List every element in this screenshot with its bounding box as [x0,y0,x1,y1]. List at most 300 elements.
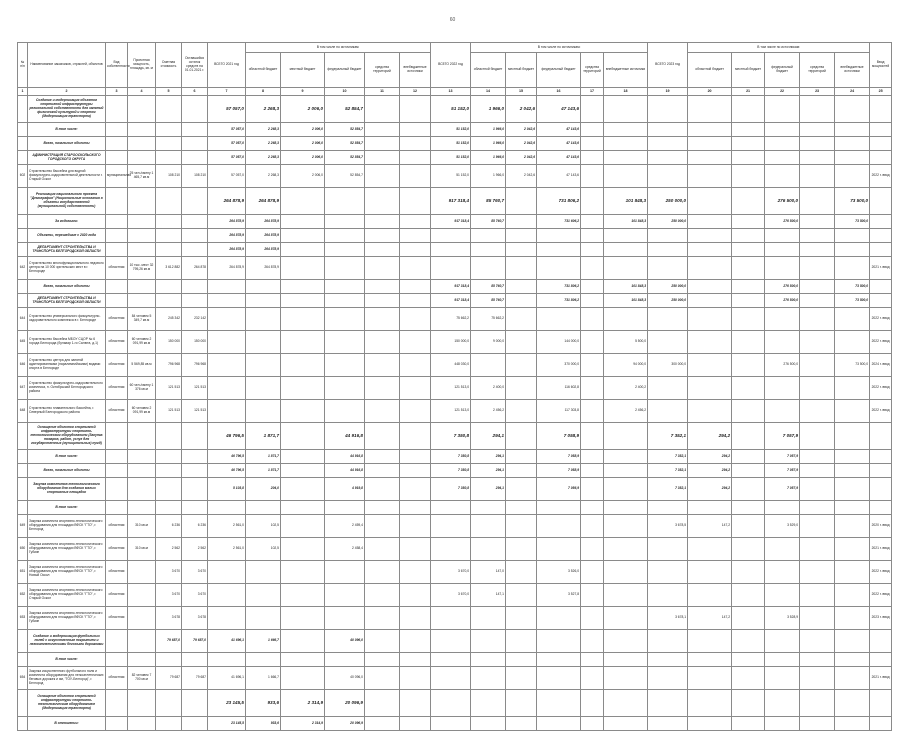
table-cell: 57 057,0 [208,96,246,123]
table-cell: 645 [18,331,28,354]
row-name-cell: Строительство многофункционального ледового центра на 10 000 зрительских мест в г. Белгороде [28,257,106,280]
table-cell: 101 848,3 [604,215,648,229]
table-cell: 647 [18,377,28,400]
table-cell [604,96,648,123]
table-cell [365,478,400,501]
table-cell [281,667,325,690]
row-name-cell: Закупка комплекта спортивно-технологического оборудования для площадки ВФСК "ГТО", г. Новый Оскол [28,561,106,584]
table-cell: 85 760,7 [471,280,506,294]
table-cell [688,294,732,308]
table-cell: 108 210 [182,165,208,188]
table-cell [18,630,28,653]
table-cell [732,607,765,630]
table-cell [581,257,604,280]
column-number-cell: 16 [537,88,581,96]
table-body [18,96,892,731]
table-cell [581,561,604,584]
column-number-cell: 10 [325,88,365,96]
column-number-cell: 12 [400,88,431,96]
table-cell [18,450,28,464]
table-cell [281,478,325,501]
table-cell [182,243,208,257]
table-cell [106,215,128,229]
table-cell: 7 352,1 [648,423,688,450]
table-cell [688,123,732,137]
table-row [18,137,892,151]
table-cell [156,294,182,308]
table-cell [835,515,870,538]
column-number-cell: 6 [182,88,208,96]
table-cell [400,690,431,717]
table-cell [18,151,28,165]
table-cell [208,561,246,584]
table-cell [800,377,835,400]
table-cell: 3 670 [182,584,208,607]
table-cell [765,653,800,667]
table-cell [604,308,648,331]
table-cell: 2 561,0 [208,538,246,561]
table-cell [365,515,400,538]
table-cell [365,377,400,400]
table-cell [156,450,182,464]
table-cell [156,423,182,450]
table-cell [648,123,688,137]
table-cell [182,151,208,165]
table-cell [400,478,431,501]
table-cell [400,450,431,464]
row-name-cell: Оснащение объектов спортивной инфраструктуры спортивно-технологическим оборудованием (Закупка товаров, работ, услуг для государственных (муниципальных) нужд) [28,423,106,450]
table-cell [732,123,765,137]
table-cell [581,501,604,515]
table-cell [537,607,581,630]
table-cell [471,607,506,630]
table-cell [365,188,400,215]
table-cell [325,294,365,308]
row-name-cell: Закупка комплекта спортивно-технологического оборудования для площадки ВФСК "ГТО", г. Белгород [28,515,106,538]
table-cell: 1 871,7 [246,464,281,478]
table-cell: 60 чел./смену 1 376 кв.м [128,377,156,400]
table-cell [471,630,506,653]
table-cell: 52 854,7 [325,137,365,151]
table-cell [208,584,246,607]
table-cell [604,137,648,151]
table-cell [106,630,128,653]
table-cell: 121 513 [182,377,208,400]
table-cell [870,229,892,243]
table-cell [156,501,182,515]
table-cell [506,501,537,515]
table-cell [506,607,537,630]
table-cell [800,538,835,561]
table-cell [604,667,648,690]
table-cell [246,501,281,515]
table-cell: 448 030,0 [431,354,471,377]
table-cell [732,96,765,123]
table-cell: 276 500,0 [765,280,800,294]
table-cell [431,607,471,630]
table-cell [365,450,400,464]
table-cell [648,243,688,257]
table-cell [365,690,400,717]
table-cell: 648 [18,400,28,423]
table-cell [581,630,604,653]
table-cell: 121 513,0 [431,400,471,423]
table-cell [688,377,732,400]
table-cell [688,501,732,515]
table-cell: 3 670 [182,561,208,584]
table-cell [106,151,128,165]
column-number-row [18,88,892,96]
table-cell: 653 [18,607,28,630]
table-cell [400,137,431,151]
table-cell [471,257,506,280]
table-cell: 73 500,0 [835,188,870,215]
table-cell [870,630,892,653]
table-cell [400,423,431,450]
table-cell [800,423,835,450]
column-number-cell: 21 [732,88,765,96]
table-cell [281,257,325,280]
table-cell [581,515,604,538]
table-cell [506,478,537,501]
table-cell: 40 096,0 [325,667,365,690]
table-cell: 6 236 [182,515,208,538]
table-cell: 3 529,0 [765,515,800,538]
column-number-cell: 17 [581,88,604,96]
table-cell [156,653,182,667]
table-cell [648,501,688,515]
table-cell: 2 456,2 [604,400,648,423]
table-cell [156,464,182,478]
table-cell: 52 854,7 [325,123,365,137]
table-cell [18,653,28,667]
table-cell: 51 152,0 [431,151,471,165]
table-cell [106,717,128,731]
table-cell [281,515,325,538]
table-cell [156,96,182,123]
table-cell [365,653,400,667]
table-cell: 7 057,9 [765,450,800,464]
table-cell: 1 871,7 [246,450,281,464]
table-cell [732,354,765,377]
table-cell: 654 [18,667,28,690]
table-cell [765,538,800,561]
table-cell [106,690,128,717]
table-cell: 310 кв.м [128,515,156,538]
table-cell: 646 [18,354,28,377]
table-cell [400,257,431,280]
table-cell [281,243,325,257]
table-cell: 52 854,7 [325,151,365,165]
table-cell: областная [106,400,128,423]
table-cell: 1 871,7 [246,423,281,450]
table-cell [431,243,471,257]
table-cell [537,257,581,280]
table-cell [182,450,208,464]
table-cell: 23 145,5 [208,690,246,717]
table-cell [800,515,835,538]
table-cell: 3 526,0 [537,561,581,584]
table-cell [18,501,28,515]
table-cell [18,717,28,731]
row-name-cell: Строительство бассейна МБОУ СЦОР № 6 города Белгорода (бульвар 1-го Салюта, д.1) [28,331,106,354]
table-cell [106,450,128,464]
table-row [18,667,892,690]
table-cell [537,667,581,690]
table-cell [800,151,835,165]
table-cell [732,308,765,331]
table-cell [604,123,648,137]
table-cell [106,188,128,215]
table-cell [800,96,835,123]
table-cell [128,690,156,717]
table-cell [208,331,246,354]
table-cell [835,653,870,667]
table-cell: 917 318,4 [431,215,471,229]
table-cell [400,400,431,423]
table-cell: 250 000,0 [648,188,688,215]
table-cell: 264 878,9 [246,188,281,215]
table-cell [506,584,537,607]
table-cell [281,229,325,243]
table-cell [506,257,537,280]
table-cell: 796 968 [156,354,182,377]
table-cell: 250 000,0 [648,280,688,294]
table-cell: 2 006,0 [281,96,325,123]
table-cell: 294,1 [471,423,506,450]
table-cell: 47 143,6 [537,151,581,165]
table-cell [431,538,471,561]
table-cell [800,123,835,137]
table-cell [604,165,648,188]
table-cell: 47 143,6 [537,137,581,151]
table-cell [732,515,765,538]
table-cell [365,280,400,294]
table-cell: 2022 г. ввод [870,331,892,354]
table-cell [106,96,128,123]
table-cell [400,538,431,561]
table-cell [835,690,870,717]
table-cell [506,215,537,229]
row-name-cell: В том числе: [28,450,106,464]
table-cell [870,215,892,229]
table-cell [182,229,208,243]
table-cell [506,630,537,653]
table-cell [732,280,765,294]
table-cell [156,215,182,229]
table-cell: 73 500,0 [835,280,870,294]
table-cell [870,450,892,464]
table-cell: 232 142 [182,308,208,331]
table-row [18,423,892,450]
table-cell [604,501,648,515]
header-extrabudget-2023: внебюджетные источники [835,53,870,88]
table-cell [128,229,156,243]
table-cell [732,464,765,478]
table-cell [870,653,892,667]
table-cell [325,188,365,215]
table-cell: 101 848,3 [604,188,648,215]
table-cell [765,257,800,280]
table-cell [471,515,506,538]
table-cell [648,653,688,667]
table-cell [106,423,128,450]
table-cell [870,96,892,123]
table-cell: 1 966,0 [471,123,506,137]
table-cell [281,377,325,400]
table-cell: 2022 г. ввод [870,400,892,423]
table-cell [648,667,688,690]
table-cell [325,561,365,584]
header-territory-2023: средства территорий [800,53,835,88]
row-name-cell: Закупка комплекта спортивно-технологического оборудования для площадки ВФСК "ГТО", г. Губкин [28,538,106,561]
table-cell [182,717,208,731]
table-cell [281,538,325,561]
table-cell: 276 500,0 [765,215,800,229]
table-cell: областная [106,538,128,561]
table-cell: 2022 г. ввод [870,561,892,584]
table-cell [537,515,581,538]
table-cell: 3 670 [156,584,182,607]
table-cell [325,400,365,423]
table-cell: 7 058,9 [537,450,581,464]
table-cell [106,123,128,137]
table-cell [400,215,431,229]
table-cell [18,137,28,151]
table-cell [506,717,537,731]
table-cell: 5 569,85 кв.м [128,354,156,377]
table-cell [506,538,537,561]
table-cell [182,294,208,308]
table-cell [870,690,892,717]
table-row [18,653,892,667]
table-cell: 2 561,0 [208,515,246,538]
row-name-cell: Строительство универсального физкультурно-оздоровительного комплекса в г. Белгороде [28,308,106,331]
table-cell: 204,0 [246,478,281,501]
column-number-cell: 7 [208,88,246,96]
row-name-cell: Закупка комплектов технологического оборудования для создания малых спортивных площадок [28,478,106,501]
table-cell [365,229,400,243]
table-cell [870,478,892,501]
table-cell: 276 500,0 [765,354,800,377]
table-cell: 294,2 [688,478,732,501]
table-cell [208,607,246,630]
table-cell [581,400,604,423]
table-cell [156,188,182,215]
table-cell [128,501,156,515]
table-cell [281,308,325,331]
table-cell [365,464,400,478]
table-cell [765,377,800,400]
table-cell: 3 670,0 [431,584,471,607]
table-cell [800,501,835,515]
table-cell [648,331,688,354]
table-cell [506,667,537,690]
table-cell [365,423,400,450]
table-cell [604,630,648,653]
table-cell [648,151,688,165]
column-number-cell: 19 [648,88,688,96]
column-number-cell: 9 [281,88,325,96]
table-cell [400,717,431,731]
table-cell [800,331,835,354]
table-cell: 2 400,0 [471,377,506,400]
table-cell [156,717,182,731]
table-cell [400,308,431,331]
table-cell: 2024 г. ввод [870,354,892,377]
table-cell [870,501,892,515]
table-cell: 150 000 [156,331,182,354]
table-cell [765,717,800,731]
table-cell: 73 500,0 [835,354,870,377]
table-cell [281,450,325,464]
table-cell: областная [106,331,128,354]
table-cell: 101 848,3 [604,294,648,308]
table-cell [732,717,765,731]
table-cell [400,243,431,257]
row-name-cell: Строительство плавательного бассейна, г. Северный Белгородского района [28,400,106,423]
table-cell [581,308,604,331]
table-cell: 2 268,3 [246,123,281,137]
column-number-cell: 24 [835,88,870,96]
table-cell: 75 662,2 [431,308,471,331]
table-cell [870,294,892,308]
table-cell [765,331,800,354]
table-cell [604,464,648,478]
table-cell [765,243,800,257]
header-ownership: Вид собственности [106,43,128,88]
header-total-2022: ВСЕГО 2022 год [431,43,471,88]
table-cell: 51 152,0 [431,123,471,137]
table-cell [325,243,365,257]
table-cell [581,478,604,501]
table-cell [400,294,431,308]
table-cell [648,630,688,653]
table-cell [182,188,208,215]
table-cell [800,400,835,423]
column-number-cell: 1 [18,88,28,96]
table-cell [281,561,325,584]
table-cell: 2022 г. ввод [870,308,892,331]
table-cell: 102,5 [246,538,281,561]
table-cell [106,501,128,515]
table-cell [835,607,870,630]
table-cell: 20 096,9 [325,690,365,717]
table-cell [604,243,648,257]
table-cell [128,561,156,584]
table-cell: 310 кв.м [128,538,156,561]
table-cell [365,257,400,280]
table-cell [765,690,800,717]
table-cell: 84 человек 5 349,7 кв.м [128,308,156,331]
table-cell [325,607,365,630]
table-cell [106,137,128,151]
row-name-cell: Объекты, перешедшие с 2020 года [28,229,106,243]
table-cell [648,165,688,188]
table-cell [471,501,506,515]
table-cell: областная [106,607,128,630]
table-cell [688,243,732,257]
table-cell [365,667,400,690]
table-cell: 2 042,6 [506,96,537,123]
table-cell [156,151,182,165]
table-cell [400,229,431,243]
table-cell: 60 человек 2 091,99 кв.м [128,331,156,354]
table-cell: 147,0 [471,561,506,584]
table-row [18,354,892,377]
table-cell [506,515,537,538]
table-cell [400,515,431,538]
